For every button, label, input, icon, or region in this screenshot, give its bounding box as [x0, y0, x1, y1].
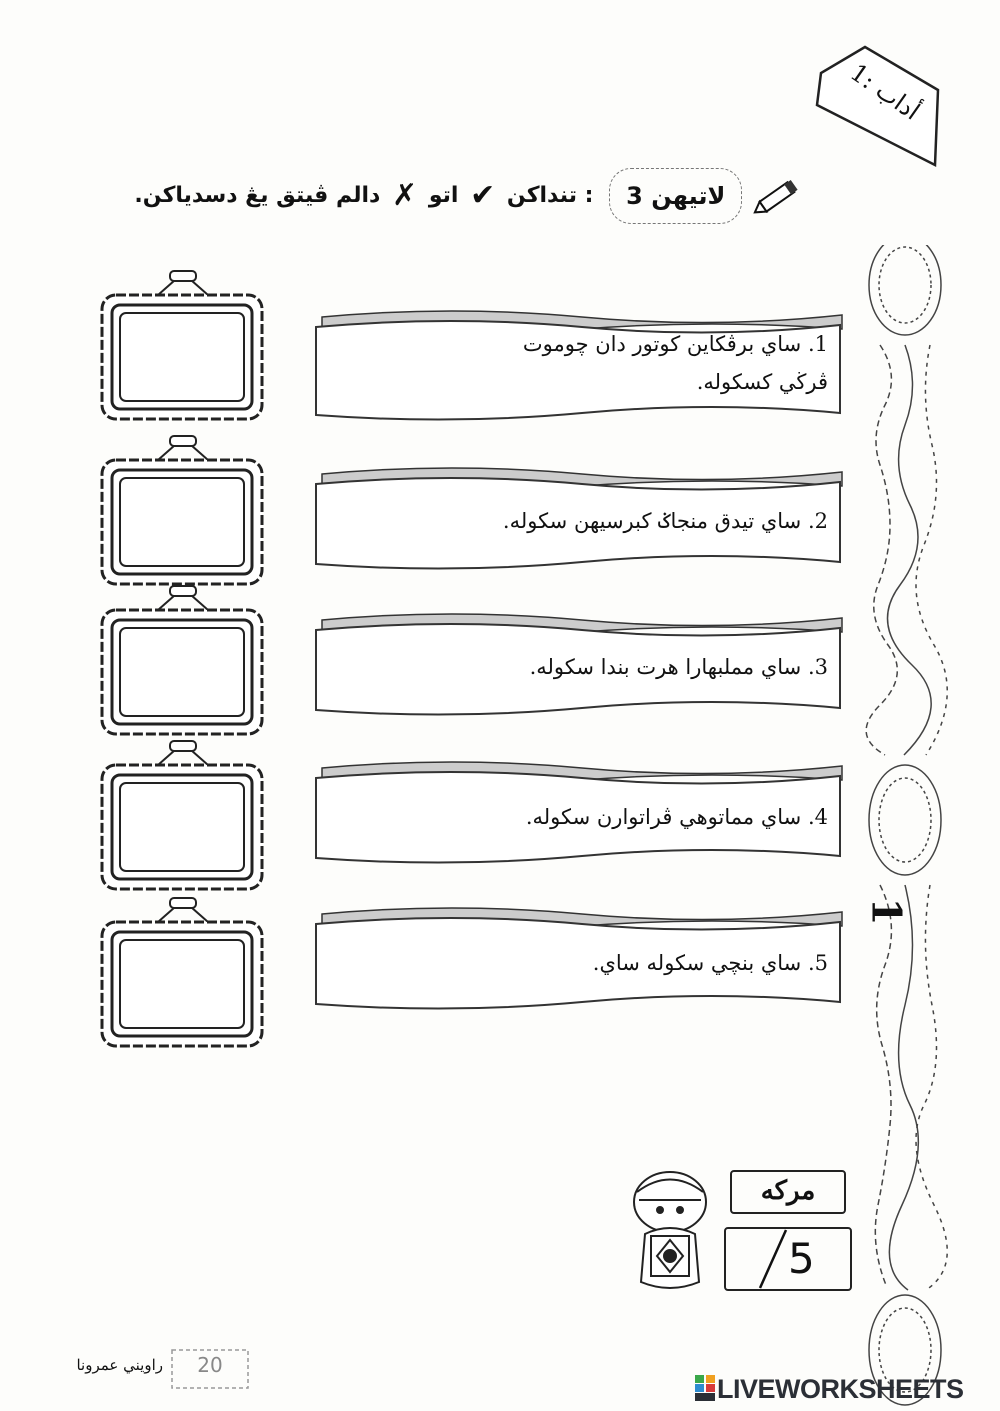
- marks-total: 5: [788, 1234, 815, 1283]
- or-word: اتو: [428, 183, 459, 208]
- statement-4: [312, 756, 846, 868]
- exercise-label: لاتيهن 3: [609, 168, 742, 224]
- check-icon: ✔: [470, 178, 496, 213]
- statement-5: [312, 902, 846, 1014]
- mascot-illustration: [625, 1162, 715, 1302]
- statement-text-line1: 4. ساي مماتوهي ڤراتوارن سكوله.: [525, 805, 828, 829]
- decorative-side-border: [860, 245, 950, 1410]
- statement-3: [312, 608, 846, 720]
- answer-frame-3[interactable]: [98, 580, 268, 740]
- statement-text-line1: 5. ساي بنچي سكوله ساي.: [592, 951, 828, 975]
- brand-watermark: [695, 1372, 995, 1406]
- side-border-digit: 1: [862, 897, 910, 926]
- instruction-suffix: دالم ڤيتق يڠ دسدياكن.: [134, 183, 381, 208]
- instruction-prefix: : تنداكن: [506, 183, 594, 208]
- pencil-icon: [750, 171, 810, 221]
- statement-1: [312, 305, 846, 425]
- instruction: [110, 168, 810, 218]
- answer-frame-5[interactable]: [98, 892, 268, 1052]
- statement-text-line2: ڤرڬي كسكوله.: [696, 370, 828, 394]
- answer-frame-1[interactable]: [98, 265, 268, 425]
- statement-text-line1: 3. ساي مملبهارا هرت بندا سكوله.: [529, 655, 828, 679]
- answer-frame-4[interactable]: [98, 735, 268, 895]
- statement-2: [312, 462, 846, 574]
- statement-text-line1: 2. ساي تيدق منجاݢ كبرسيهن سكوله.: [502, 509, 828, 533]
- answer-frame-2[interactable]: [98, 430, 268, 590]
- fraction-slash: [752, 1226, 792, 1292]
- brand-name: LIVEWORKSHEETS: [717, 1374, 964, 1404]
- cross-icon: ✗: [392, 178, 418, 213]
- marks-label: مركه: [730, 1170, 846, 1214]
- statement-text-line1: 1. ساي برڤكاين كوتور دان چوموت: [522, 332, 828, 356]
- author-name: راويني عمرونا: [76, 1356, 163, 1374]
- liveworksheets-logo-icon: [695, 1375, 715, 1401]
- page-number: 20: [197, 1353, 223, 1377]
- topic-label: أداب :1: [845, 58, 925, 126]
